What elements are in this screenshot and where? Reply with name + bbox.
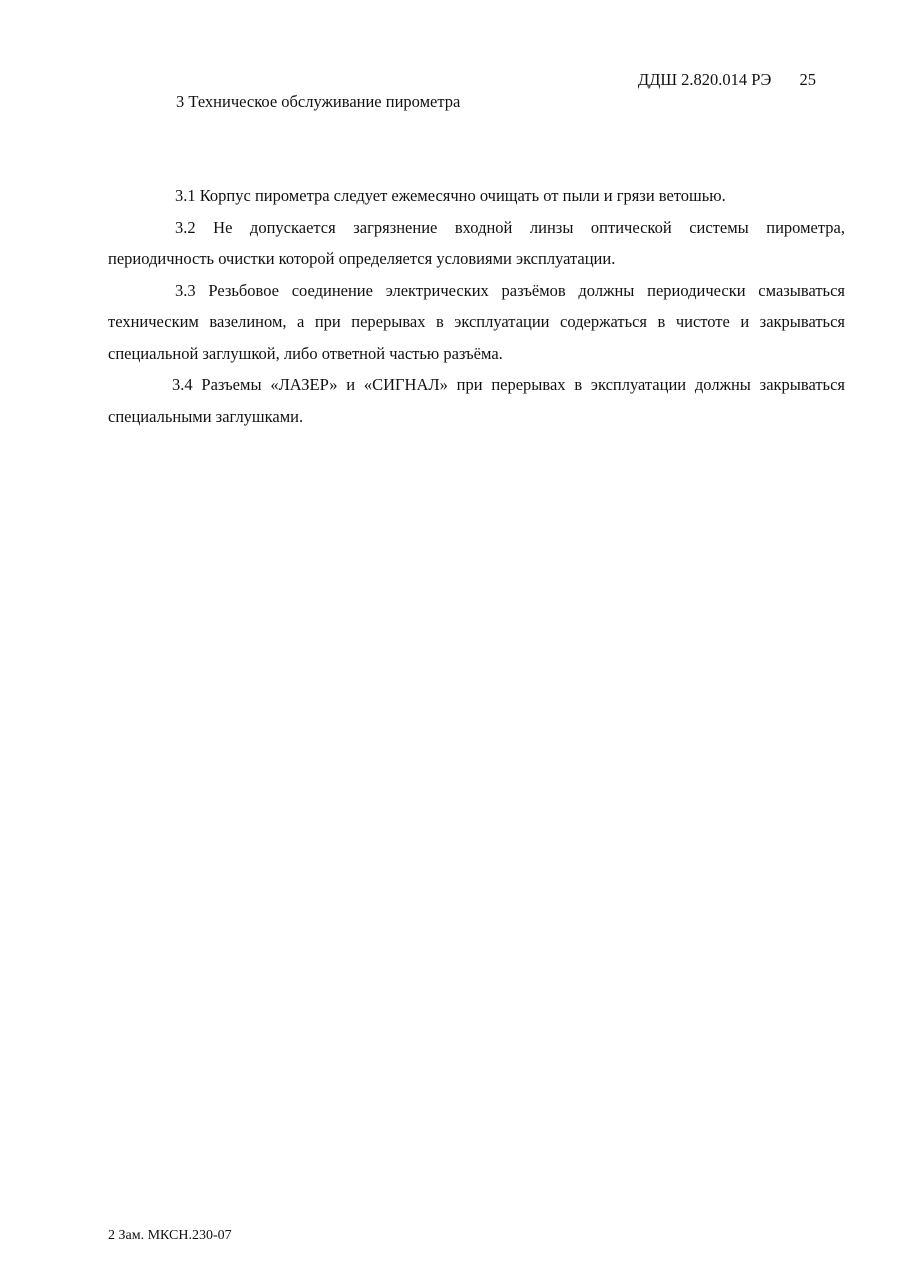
page-number: 25 <box>799 70 816 89</box>
section-title: 3 Техническое обслуживание пирометра <box>176 92 461 111</box>
paragraph-3-4: 3.4 Разъемы «ЛАЗЕР» и «СИГНАЛ» при перерывах в эксплуатации должны закрываться специальными заглушками. <box>108 375 845 426</box>
paragraph-3-2: 3.2 Не допускается загрязнение входной линзы оптической системы пирометра, периодичность очистки которой определяется условиями эксплуатации. <box>108 217 845 268</box>
revision-note: 2 Зам. МКСН.230-07 <box>108 1228 232 1243</box>
section-body <box>108 180 845 432</box>
paragraph-3-1: 3.1 Корпус пирометра следует ежемесячно очищать от пыли и грязи ветошью. <box>175 186 726 205</box>
document-code: ДДШ 2.820.014 РЭ <box>637 70 772 89</box>
paragraph-3-3: 3.3 Резьбовое соединение электрических разъёмов должны периодически смазываться техническим вазелином, а при перерывах в эксплуатации содержаться в чистоте и закрываться специальной заглушкой, либо ответной частью разъёма. <box>108 280 845 363</box>
page-header <box>638 70 816 90</box>
